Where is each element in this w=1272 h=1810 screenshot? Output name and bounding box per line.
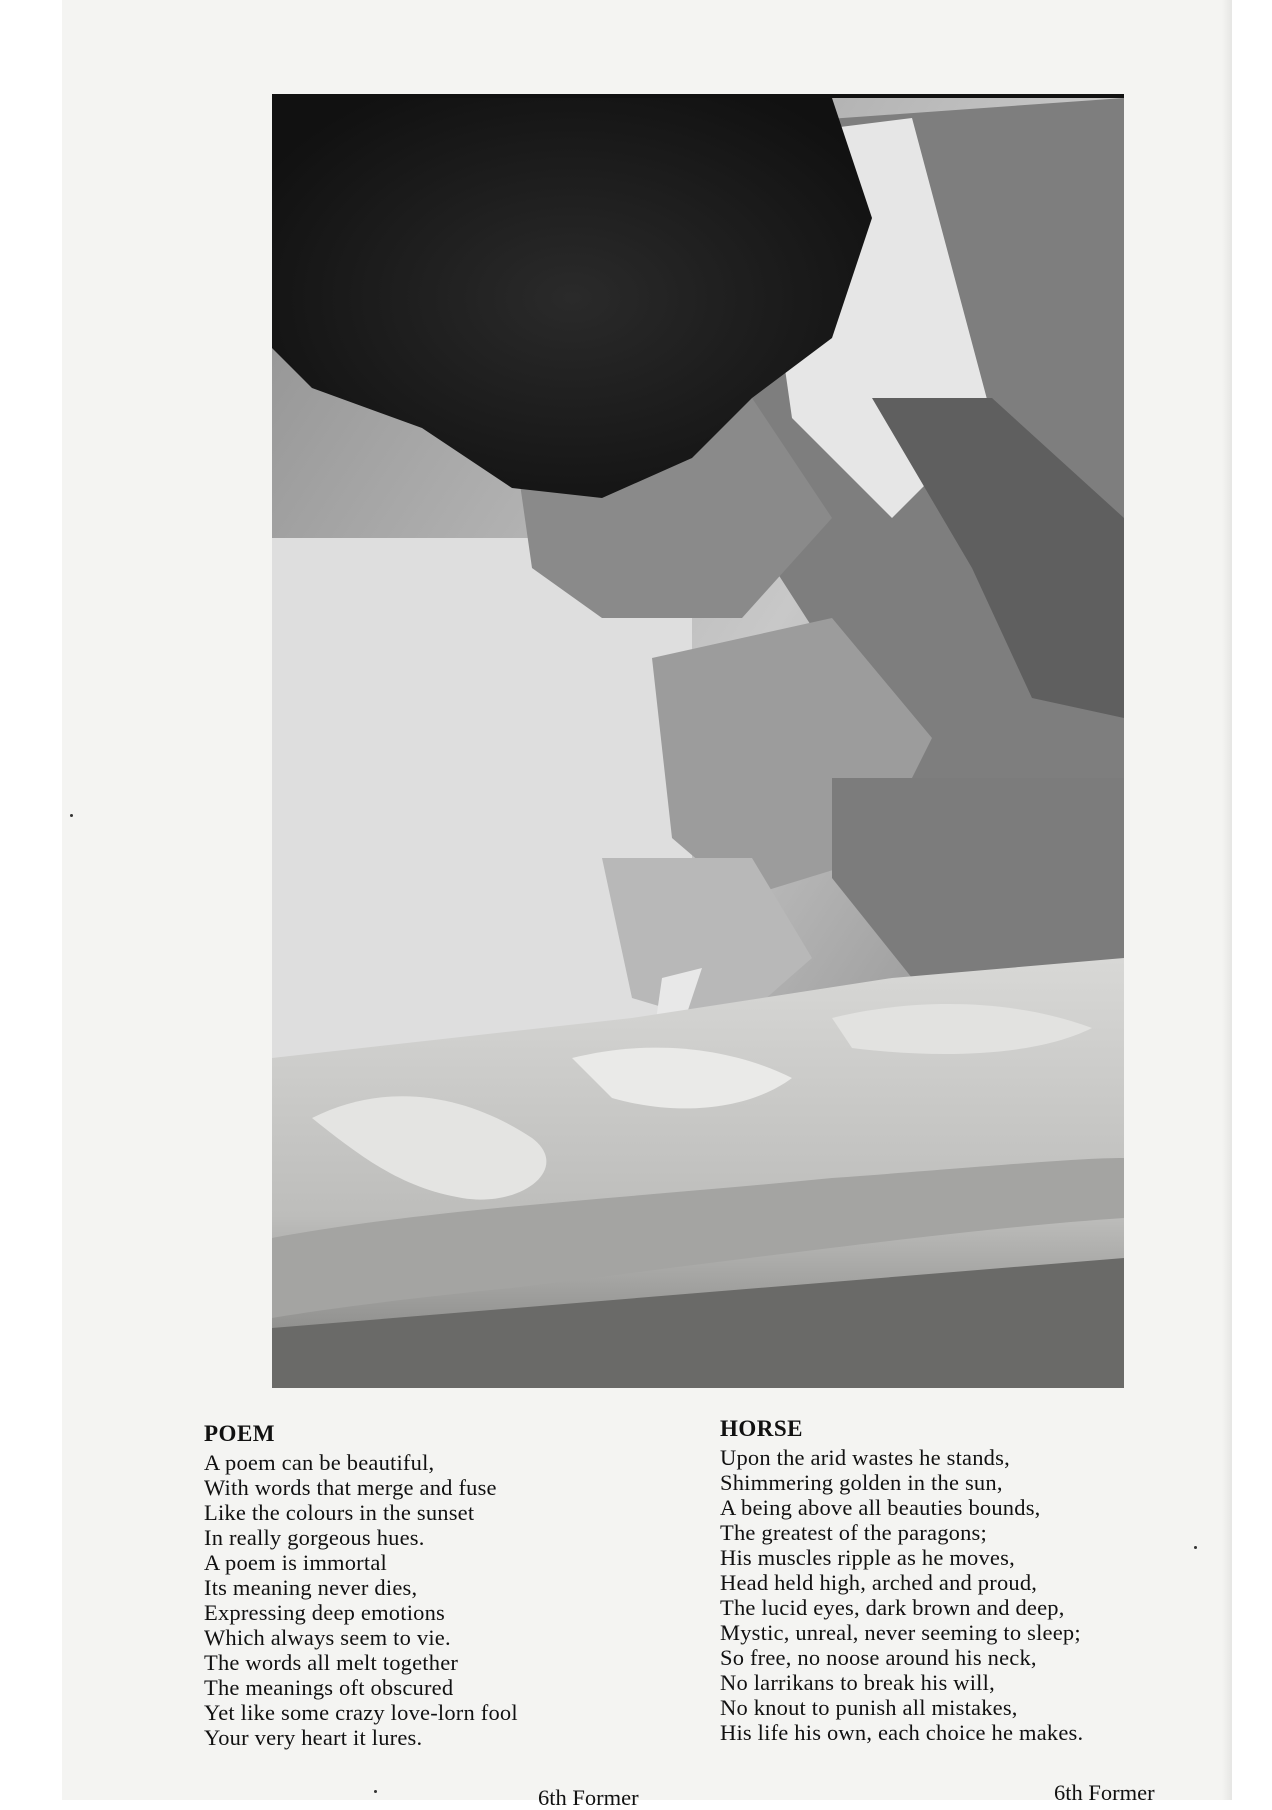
carving-photograph [272, 94, 1124, 1388]
poem-line: The greatest of the paragons; [720, 1520, 987, 1545]
poem-line: Which always seem to vie. [204, 1625, 451, 1650]
poem-line: No larrikans to break his will, [720, 1670, 995, 1695]
poem-line: So free, no noose around his neck, [720, 1645, 1037, 1670]
poem-line: Head held high, arched and proud, [720, 1570, 1038, 1595]
poem-title: POEM [204, 1421, 275, 1446]
poem-line: A poem is immortal [204, 1550, 387, 1575]
poem-line: A poem can be beautiful, [204, 1450, 435, 1475]
poem-line: The words all melt together [204, 1650, 459, 1675]
poem-line: Like the colours in the sunset [204, 1500, 475, 1525]
document-page [62, 0, 1232, 1810]
poem-author: 6th Former [1054, 1780, 1155, 1805]
print-speck [1194, 1546, 1197, 1549]
poem-line: The lucid eyes, dark brown and deep, [720, 1595, 1065, 1620]
poem-line: In really gorgeous hues. [204, 1525, 425, 1550]
print-speck [70, 814, 73, 817]
poem-line: The meanings oft obscured [204, 1675, 454, 1700]
poem-line: Your very heart it lures. [204, 1725, 423, 1750]
poem-line: With words that merge and fuse [204, 1475, 497, 1500]
poem-left [204, 1421, 674, 1810]
poem-line: Shimmering golden in the sun, [720, 1470, 1003, 1495]
poem-title: HORSE [720, 1416, 804, 1441]
poem-line: No knout to punish all mistakes, [720, 1695, 1018, 1720]
poem-line: A being above all beauties bounds, [720, 1495, 1041, 1520]
poem-author: 6th Former [538, 1785, 639, 1810]
poem-line: Its meaning never dies, [204, 1575, 418, 1600]
print-speck [374, 1790, 377, 1793]
poem-line: Upon the arid wastes he stands, [720, 1445, 1010, 1470]
poem-line: Expressing deep emotions [204, 1600, 446, 1625]
poem-line: Mystic, unreal, never seeming to sleep; [720, 1620, 1081, 1645]
poem-line: His life his own, each choice he makes. [720, 1720, 1084, 1745]
photograph-icon [272, 98, 1124, 1388]
poem-right [720, 1416, 1200, 1805]
poem-line: His muscles ripple as he moves, [720, 1545, 1015, 1570]
poem-line: Yet like some crazy love-lorn fool [204, 1700, 518, 1725]
